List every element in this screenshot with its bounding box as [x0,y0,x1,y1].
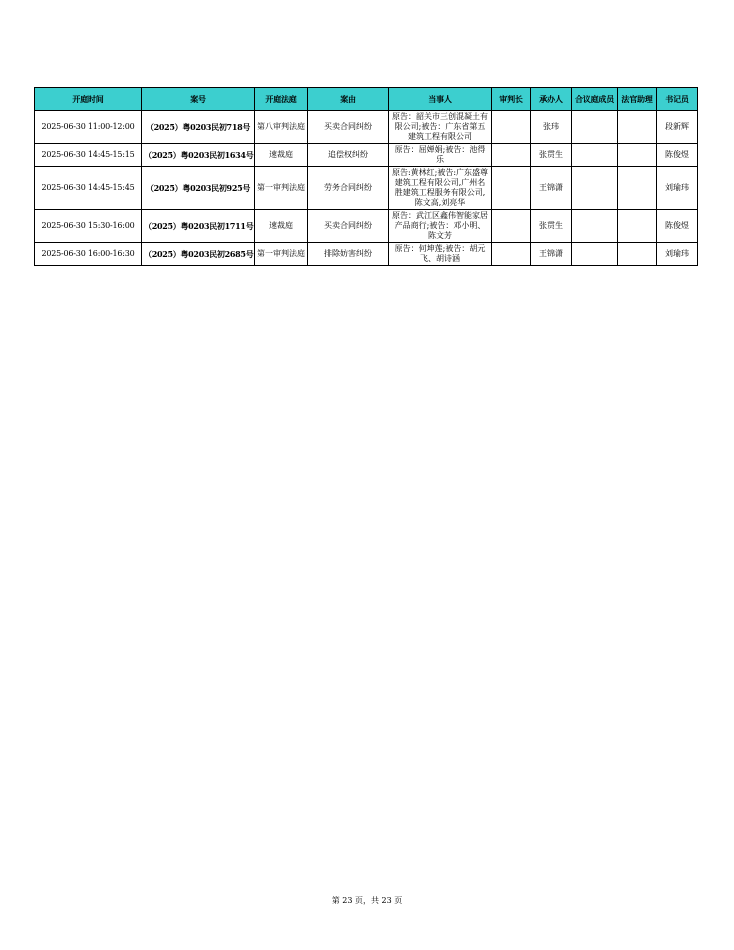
cell-clerk: 陈俊煜 [657,210,698,243]
header-assistant: 法官助理 [618,88,657,111]
header-chief-judge: 审判长 [492,88,531,111]
cell-panel [572,144,618,167]
cell-assistant [618,111,657,144]
cell-time: 2025-06-30 14:45-15:15 [35,144,142,167]
cell-cause: 劳务合同纠纷 [308,167,389,210]
cell-chief-judge [492,210,531,243]
cell-handler: 张贯生 [531,144,572,167]
cell-handler: 张贯生 [531,210,572,243]
header-handler: 承办人 [531,88,572,111]
cell-assistant [618,210,657,243]
cell-time: 2025-06-30 14:45-15:45 [35,167,142,210]
cell-chief-judge [492,144,531,167]
cell-cause: 买卖合同纠纷 [308,210,389,243]
cell-handler: 王锦潇 [531,167,572,210]
cell-assistant [618,144,657,167]
cell-parties: 原告:黄林红;被告:广东盛尊建筑工程有限公司,广州名胜建筑工程服务有限公司,陈文高,刘亮华 [389,167,492,210]
cell-case-no: （2025）粤0203民初1711号 [142,210,255,243]
cell-assistant [618,243,657,266]
cell-case-no: （2025）粤0203民初1634号 [142,144,255,167]
table-row [35,144,698,167]
cell-clerk: 陈俊煜 [657,144,698,167]
cell-cause: 排除妨害纠纷 [308,243,389,266]
cell-parties: 原告：武江区鑫伟智能家居产品商行;被告：邓小明、陈文芳 [389,210,492,243]
header-court: 开庭法庭 [255,88,308,111]
table-row [35,243,698,266]
cell-chief-judge [492,243,531,266]
cell-cause: 买卖合同纠纷 [308,111,389,144]
cell-case-no: （2025）粤0203民初925号 [142,167,255,210]
hearing-schedule-table [34,87,698,266]
cell-panel [572,167,618,210]
cell-parties: 原告：韶关市三创混凝土有限公司;被告：广东省第五建筑工程有限公司 [389,111,492,144]
cell-clerk: 刘瑜玮 [657,243,698,266]
cell-time: 2025-06-30 15:30-16:00 [35,210,142,243]
cell-court: 第八审判法庭 [255,111,308,144]
header-clerk: 书记员 [657,88,698,111]
cell-court: 第一审判法庭 [255,243,308,266]
cell-parties: 原告：屈婵娟;被告：池得乐 [389,144,492,167]
cell-parties: 原告：何坤莲;被告：胡元飞、胡诗涵 [389,243,492,266]
cell-court: 速裁庭 [255,144,308,167]
cell-handler: 张玮 [531,111,572,144]
cell-case-no: （2025）粤0203民初718号 [142,111,255,144]
header-parties: 当事人 [389,88,492,111]
cell-case-no: （2025）粤0203民初2685号 [142,243,255,266]
header-case-no: 案号 [142,88,255,111]
header-cause: 案由 [308,88,389,111]
table-row [35,167,698,210]
cell-panel [572,111,618,144]
cell-handler: 王锦潇 [531,243,572,266]
cell-chief-judge [492,111,531,144]
table-header-row [35,88,698,111]
cell-clerk: 刘瑜玮 [657,167,698,210]
header-time: 开庭时间 [35,88,142,111]
cell-time: 2025-06-30 16:00-16:30 [35,243,142,266]
cell-court: 第一审判法庭 [255,167,308,210]
cell-clerk: 段新辉 [657,111,698,144]
cell-assistant [618,167,657,210]
cell-chief-judge [492,167,531,210]
cell-time: 2025-06-30 11:00-12:00 [35,111,142,144]
cell-court: 速裁庭 [255,210,308,243]
cell-cause: 追偿权纠纷 [308,144,389,167]
cell-panel [572,210,618,243]
table-row [35,111,698,144]
cell-panel [572,243,618,266]
table-row [35,210,698,243]
header-panel: 合议庭成员 [572,88,618,111]
page-number-footer: 第 23 页，共 23 页 [331,896,403,905]
